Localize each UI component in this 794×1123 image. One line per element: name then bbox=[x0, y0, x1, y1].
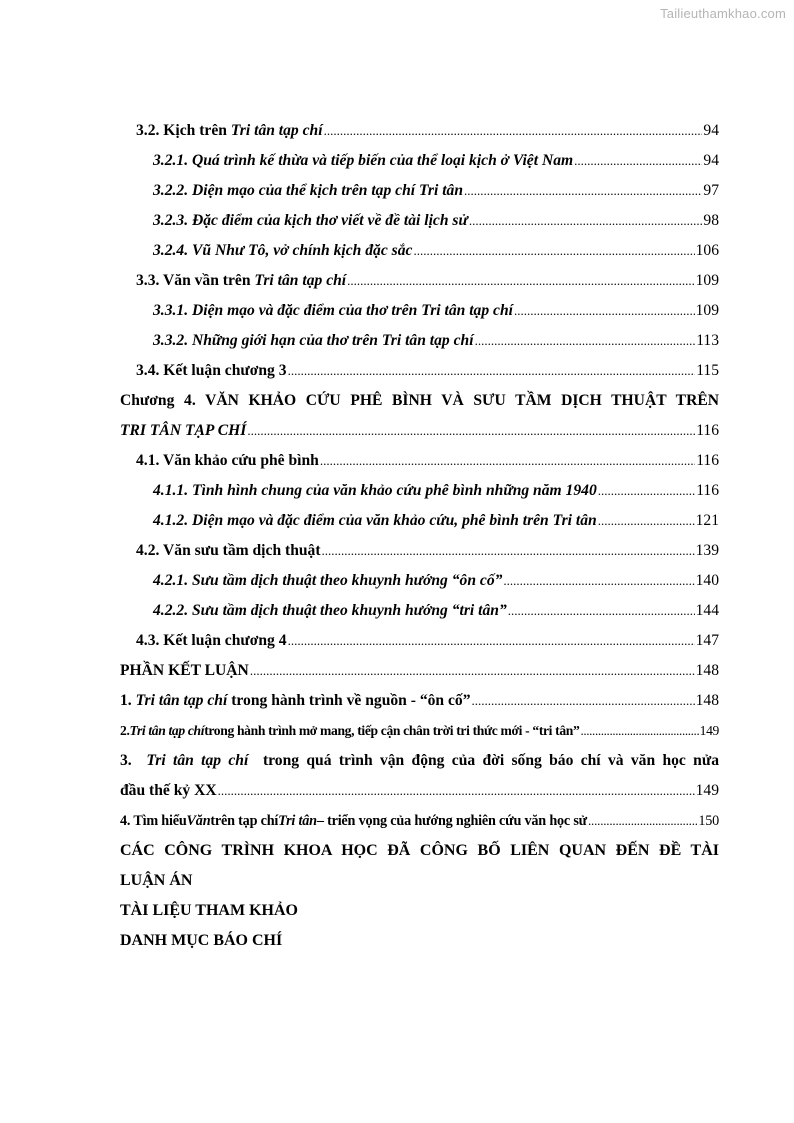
leader-dots bbox=[588, 806, 697, 836]
toc-entry-3-2-1[interactable] bbox=[120, 146, 719, 176]
toc-entry-4-1[interactable] bbox=[120, 446, 719, 476]
page-number: 116 bbox=[696, 422, 719, 439]
page-number: 94 bbox=[703, 152, 719, 169]
leader-dots bbox=[347, 266, 694, 296]
watermark: Tailieuthamkhao.com bbox=[660, 6, 786, 21]
leader-dots bbox=[464, 176, 702, 206]
page-number: 144 bbox=[695, 602, 719, 619]
toc-entry-title: 4.2.2. Sưu tầm dịch thuật theo khuynh hướng “tri tân” bbox=[153, 602, 507, 619]
page-number: 121 bbox=[695, 512, 719, 529]
page-number: 139 bbox=[695, 542, 719, 559]
page-number: 150 bbox=[698, 813, 719, 829]
leader-dots bbox=[503, 566, 694, 596]
toc-entry-4-2-1[interactable] bbox=[120, 566, 719, 596]
leader-dots bbox=[247, 416, 695, 446]
toc-entry-3-4[interactable] bbox=[120, 356, 719, 386]
page-number: 149 bbox=[695, 782, 719, 799]
toc-entry-3-2-4[interactable] bbox=[120, 236, 719, 266]
toc-entry-4-1-1[interactable] bbox=[120, 476, 719, 506]
toc-entry-title: trên tạp chí bbox=[210, 813, 279, 829]
leader-dots bbox=[598, 506, 695, 536]
toc-entry-3-3[interactable] bbox=[120, 266, 719, 296]
page-number: 140 bbox=[695, 572, 719, 589]
chapter-4-title-line-2: TRI TÂN TẠP CHÍ bbox=[120, 422, 247, 439]
leader-dots bbox=[514, 296, 695, 326]
toc-entry-title: 4.2. Văn sưu tầm dịch thuật bbox=[136, 542, 321, 559]
toc-entry-3-3-2[interactable] bbox=[120, 326, 719, 356]
leader-dots bbox=[413, 236, 694, 266]
leader-dots bbox=[475, 326, 696, 356]
toc-entry-conclusion-4[interactable] bbox=[120, 806, 719, 836]
toc-entry-4-1-2[interactable] bbox=[120, 506, 719, 536]
toc-entry-chapter-4[interactable] bbox=[120, 386, 719, 446]
toc-entry-title: 3.2.4. Vũ Như Tô, vở chính kịch đặc sắc bbox=[153, 242, 413, 259]
toc-entry-publications[interactable] bbox=[120, 836, 719, 896]
toc-entry-title: – triển vọng của hướng nghiên cứu văn học sử bbox=[316, 813, 587, 829]
leader-dots bbox=[288, 626, 695, 656]
toc-entry-title: 4.1. Văn khảo cứu phê bình bbox=[136, 452, 319, 469]
chapter-4-title-line-1: Chương 4. VĂN KHẢO CỨU PHÊ BÌNH VÀ SƯU TẦM DỊCH THUẬT TRÊN bbox=[120, 392, 719, 409]
leader-dots bbox=[472, 686, 695, 716]
toc-entry-4-3[interactable] bbox=[120, 626, 719, 656]
page-number: 148 bbox=[695, 662, 719, 679]
toc-entry-number: 4. Tìm hiểu bbox=[120, 813, 187, 829]
toc-entry-press-list[interactable]: DANH MỤC BÁO CHÍ bbox=[120, 932, 283, 949]
toc-entry-title: 3.3.1. Diện mạo và đặc điểm của thơ trên Tri tân tạp chí bbox=[153, 302, 513, 319]
toc-entry-number: 3. bbox=[120, 752, 140, 769]
page-number: 94 bbox=[703, 122, 719, 139]
publications-title-line-2: LUẬN ÁN bbox=[120, 872, 193, 889]
toc-entry-title: 4.3. Kết luận chương 4 bbox=[136, 632, 287, 649]
page-number: 106 bbox=[695, 242, 719, 259]
page-number: 148 bbox=[695, 692, 719, 709]
leader-dots bbox=[218, 776, 695, 806]
publications-title-line-1: CÁC CÔNG TRÌNH KHOA HỌC ĐÃ CÔNG BỐ LIÊN QUAN ĐẾN ĐỀ TÀI bbox=[120, 842, 719, 859]
journal-title: Tri tân tạp chí bbox=[254, 272, 347, 289]
toc-entry-3-2-2[interactable] bbox=[120, 176, 719, 206]
leader-dots bbox=[469, 206, 703, 236]
page-number: 109 bbox=[695, 272, 719, 289]
toc-entry-title: 4.2.1. Sưu tầm dịch thuật theo khuynh hướng “ôn cố” bbox=[153, 572, 503, 589]
page-number: 116 bbox=[696, 482, 719, 499]
page-number: 113 bbox=[696, 332, 719, 349]
leader-dots bbox=[322, 536, 695, 566]
toc-entry-number: 3.3. Văn vần trên bbox=[136, 272, 251, 289]
leader-dots bbox=[250, 656, 695, 686]
toc-entry-conclusion-3[interactable] bbox=[120, 746, 719, 806]
toc-entry-4-2-2[interactable] bbox=[120, 596, 719, 626]
toc-entry-title: trong quá trình vận động của đời sống báo chí và văn học nửa bbox=[255, 752, 719, 769]
journal-title: Tri tân tạp chí bbox=[135, 692, 228, 709]
toc-entry-title: 4.1.1. Tình hình chung của văn khảo cứu phê bình những năm 1940 bbox=[153, 482, 597, 499]
toc-entry-title: 3.2.1. Quá trình kế thừa và tiếp biến của thể loại kịch ở Việt Nam bbox=[153, 152, 574, 169]
toc-entry-references[interactable]: TÀI LIỆU THAM KHẢO bbox=[120, 902, 298, 919]
leader-dots bbox=[598, 476, 695, 506]
toc-entry-conclusion-2[interactable] bbox=[120, 716, 719, 746]
toc-entry-title-line-2: đầu thế kỷ XX bbox=[120, 782, 217, 799]
toc-entry-title: 4.1.2. Diện mạo và đặc điểm của văn khảo cứu, phê bình trên Tri tân bbox=[153, 512, 597, 529]
leader-dots bbox=[574, 146, 702, 176]
journal-title: Tri tân tạp chí bbox=[129, 723, 205, 738]
toc-entry-title: 3.4. Kết luận chương 3 bbox=[136, 362, 287, 379]
table-of-contents bbox=[120, 116, 719, 956]
toc-entry-3-3-1[interactable] bbox=[120, 296, 719, 326]
page-number: 116 bbox=[696, 452, 719, 469]
journal-title: Tri tân bbox=[278, 813, 317, 829]
page-number: 98 bbox=[703, 212, 719, 229]
toc-entry-3-2-3[interactable] bbox=[120, 206, 719, 236]
toc-entry-3-2[interactable] bbox=[120, 116, 719, 146]
toc-entry-title: trong hành trình mở mang, tiếp cận chân trời tri thức mới - “tri tân” bbox=[204, 723, 580, 738]
leader-dots bbox=[320, 446, 695, 476]
toc-entry-title: PHẦN KẾT LUẬN bbox=[120, 662, 249, 679]
journal-title: Tri tân tạp chí bbox=[146, 752, 249, 769]
leader-dots bbox=[324, 116, 703, 146]
toc-entry-conclusion[interactable] bbox=[120, 656, 719, 686]
journal-title: Tri tân tạp chí bbox=[230, 122, 323, 139]
leader-dots bbox=[508, 596, 695, 626]
toc-entry-title: trong hành trình về nguồn - “ôn cố” bbox=[231, 692, 471, 709]
page-number: 97 bbox=[703, 182, 719, 199]
toc-entry-title: 3.2.3. Đặc điểm của kịch thơ viết về đề tài lịch sử bbox=[153, 212, 468, 229]
toc-entry-number: 3.2. Kịch trên bbox=[136, 122, 227, 139]
toc-entry-title: 3.3.2. Những giới hạn của thơ trên Tri tân tạp chí bbox=[153, 332, 474, 349]
toc-entry-number: 2. bbox=[120, 723, 130, 738]
page-number: 109 bbox=[695, 302, 719, 319]
page-number: 149 bbox=[699, 723, 719, 738]
page-number: 147 bbox=[695, 632, 719, 649]
page-number: 115 bbox=[696, 362, 719, 379]
toc-entry-number: 1. bbox=[120, 692, 132, 709]
toc-entry-4-2[interactable] bbox=[120, 536, 719, 566]
leader-dots bbox=[288, 356, 696, 386]
leader-dots bbox=[580, 716, 698, 746]
toc-entry-title: 3.2.2. Diện mạo của thể kịch trên tạp chí Tri tân bbox=[153, 182, 464, 199]
van-title: Văn bbox=[186, 813, 211, 829]
toc-entry-conclusion-1[interactable] bbox=[120, 686, 719, 716]
